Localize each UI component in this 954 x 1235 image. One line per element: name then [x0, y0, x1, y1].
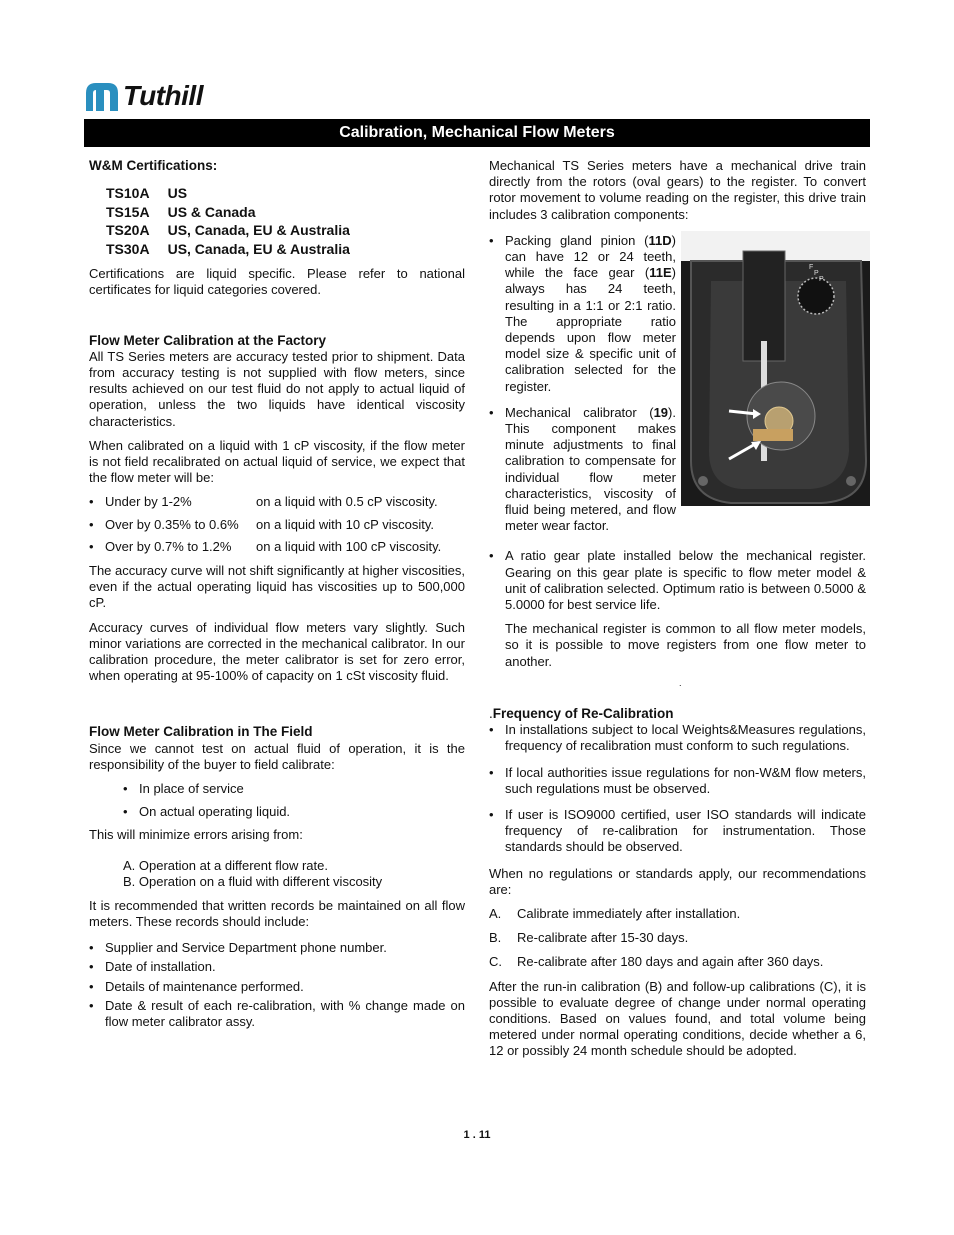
- text-segment: ). This component makes minute adjustments to final calibration to compensate for individual flow meter characteristics, viscosity of fluid being metered, and flow meter wear factor.: [505, 404, 676, 534]
- svg-text:P: P: [814, 270, 819, 277]
- closing-paragraph: After the run-in calibration (B) and follow-up calibrations (C), it is possible to evaluate degree of change under normal operating conditions. Based on values found, and total volume being metered under normal operating conditions, decide whether a 6, 12 or possibly 24 month schedule should be adopted.: [489, 978, 866, 1059]
- list-item: • A ratio gear plate installed below the mechanical register. Gearing on this gear plate is specific to flow meter model & unit of calibration selected. Optimum ratio is between 0.5000 & 5.0000 for best service life.: [489, 548, 866, 613]
- recalibration-bullets: [489, 722, 866, 855]
- list-item: • Date of installation.: [89, 959, 465, 975]
- field-paragraph: This will minimize errors arising from:: [89, 827, 303, 843]
- factory-paragraph: All TS Series meters are accuracy tested prior to shipment. Data from accuracy testing is not supplied with flow meters, since results achieved on our test fluid do not apply to actual liquid of operation, unless the two liquids have identical viscosity characteristics.: [89, 348, 465, 429]
- list-item: [89, 494, 465, 510]
- list-item: • Details of maintenance performed.: [89, 979, 465, 995]
- list-item: [89, 539, 465, 555]
- part-ref: 11D: [648, 232, 672, 248]
- text-segment: ) can have 12 or 24 teeth, while the face gear (: [505, 232, 676, 281]
- field-bullets: [123, 781, 465, 820]
- accuracy-condition: on a liquid with 0.5 cP viscosity.: [256, 494, 438, 510]
- cert-row: [106, 184, 368, 203]
- list-item: • On actual operating liquid.: [123, 804, 465, 820]
- list-item: • Supplier and Service Department phone number.: [89, 940, 465, 956]
- list-item: • In place of service: [123, 781, 465, 797]
- drive-train-intro: Mechanical TS Series meters have a mechanical drive train directly from the rotors (oval gears) to the register. To convert rotor movement to volume reading on the register, this drive train includes 3 calibration components:: [489, 158, 866, 222]
- recommendations-intro: When no regulations or standards apply, our recommendations are:: [489, 865, 866, 897]
- text-segment: Mechanical calibrator (: [505, 404, 654, 420]
- tuthill-logo: [84, 78, 203, 114]
- certifications-table: [106, 184, 368, 258]
- item-letter: A.: [489, 905, 502, 921]
- accuracy-deviation: • Over by 0.35% to 0.6%: [105, 516, 239, 532]
- field-calibration-heading: Flow Meter Calibration in The Field: [89, 724, 313, 740]
- list-item: [489, 906, 866, 922]
- list-item: • In installations subject to local Weights&Measures regulations, frequency of recalibration must conform to such regulations.: [489, 722, 866, 754]
- list-item: • If user is ISO9000 certified, user ISO standards will indicate frequency of re-calibration for instrumentation. Those standards should be observed.: [489, 807, 866, 856]
- svg-text:P: P: [819, 276, 824, 283]
- factory-paragraph: The accuracy curve will not shift significantly at higher viscosities, even if the actual operating liquid has viscosities up to 500,000 cP.: [89, 563, 465, 611]
- tuthill-logo-icon: [84, 79, 120, 113]
- list-item: [489, 954, 866, 970]
- item-text: Re-calibrate after 180 days and again after 360 days.: [517, 954, 824, 970]
- text-segment: Packing gland pinion (: [505, 232, 649, 248]
- field-paragraph: Since we cannot test on actual fluid of operation, it is the responsibility of the buyer to field calibrate:: [89, 740, 465, 772]
- item-letter: B.: [489, 930, 502, 946]
- cert-code: TS15A: [106, 203, 150, 220]
- error-sources: [123, 858, 465, 890]
- cert-code: TS30A: [106, 240, 150, 257]
- part-ref: 11E: [649, 265, 672, 281]
- list-item: • Date & result of each re-calibration, with % change made on flow meter calibrator assy.: [89, 998, 465, 1030]
- list-item: [489, 930, 866, 946]
- accuracy-deviation: • Under by 1-2%: [105, 494, 192, 510]
- factory-paragraph: When calibrated on a liquid with 1 cP viscosity, if the flow meter is not field recalibrated on actual liquid of service, we expect that the flow meter will be:: [89, 437, 465, 486]
- register-paragraph: The mechanical register is common to all flow meter models, so it is possible to move registers from one flow meter to another.: [505, 621, 866, 669]
- cert-regions: US & Canada: [167, 203, 256, 220]
- register-photo: [681, 231, 870, 506]
- accuracy-condition: on a liquid with 100 cP viscosity.: [256, 538, 442, 554]
- list-item: [89, 517, 465, 533]
- part-ref: 19: [653, 404, 669, 420]
- text-segment: ) always has 24 teeth, resulting in a 1:1 or 2:1 ratio. The appropriate ratio depends upon flow meter model size & specific unit of calibration selected for the register.: [505, 265, 676, 394]
- list-item: [489, 233, 676, 395]
- certifications-note: Certifications are liquid specific. Please refer to national certificates for liquid categories covered.: [89, 266, 465, 298]
- cert-row: [106, 221, 368, 240]
- cert-regions: US, Canada, EU & Australia: [167, 240, 350, 257]
- accuracy-condition: on a liquid with 10 cP viscosity.: [256, 516, 434, 532]
- item-letter: C.: [489, 954, 502, 970]
- cert-regions: US: [167, 185, 188, 202]
- records-list: [89, 940, 465, 1030]
- page-number: 1 . 11: [463, 1129, 491, 1141]
- logo-text: Tuthill: [123, 79, 203, 111]
- page-title-banner: Calibration, Mechanical Flow Meters: [84, 119, 870, 147]
- error-source: B. Operation on a fluid with different viscosity: [123, 873, 383, 889]
- item-text: Calibrate immediately after installation.: [517, 905, 741, 921]
- cert-row: [106, 240, 368, 259]
- factory-paragraph: Accuracy curves of individual flow meters vary slightly. Such minor variations are corrected in the mechanical calibrator. In our calibration procedure, the meter calibrator is set for zero error, when operating at 95-100% of capacity on 1 cSt viscosity fluid.: [89, 619, 465, 684]
- recommendations-list: [489, 906, 866, 971]
- certifications-heading: W&M Certifications:: [89, 158, 218, 173]
- stray-dot: .: [679, 677, 682, 688]
- cert-regions: US, Canada, EU & Australia: [167, 222, 350, 239]
- cert-code: TS20A: [106, 222, 150, 239]
- cert-row: [106, 203, 368, 222]
- accuracy-list: [89, 494, 465, 555]
- factory-calibration-heading: Flow Meter Calibration at the Factory: [89, 332, 327, 348]
- svg-text:F: F: [809, 264, 814, 271]
- cert-code: TS10A: [106, 185, 150, 202]
- left-column: [89, 158, 465, 1033]
- list-item: • If local authorities issue regulations for non-W&M flow meters, such regulations must be observed.: [489, 765, 866, 797]
- item-text: Re-calibrate after 15-30 days.: [517, 930, 689, 946]
- field-paragraph: It is recommended that written records be maintained on all flow meters. These records should include:: [89, 897, 465, 929]
- ratio-plate-list: [489, 548, 866, 613]
- calibration-components-list: [489, 233, 676, 535]
- error-source: A. Operation at a different flow rate.: [123, 857, 328, 873]
- recalibration-heading-text: Frequency of Re-Calibration: [492, 705, 674, 721]
- list-item: [489, 405, 676, 535]
- recalibration-heading: .Frequency of Re-Calibration: [489, 705, 674, 721]
- accuracy-deviation: • Over by 0.7% to 1.2%: [105, 538, 232, 554]
